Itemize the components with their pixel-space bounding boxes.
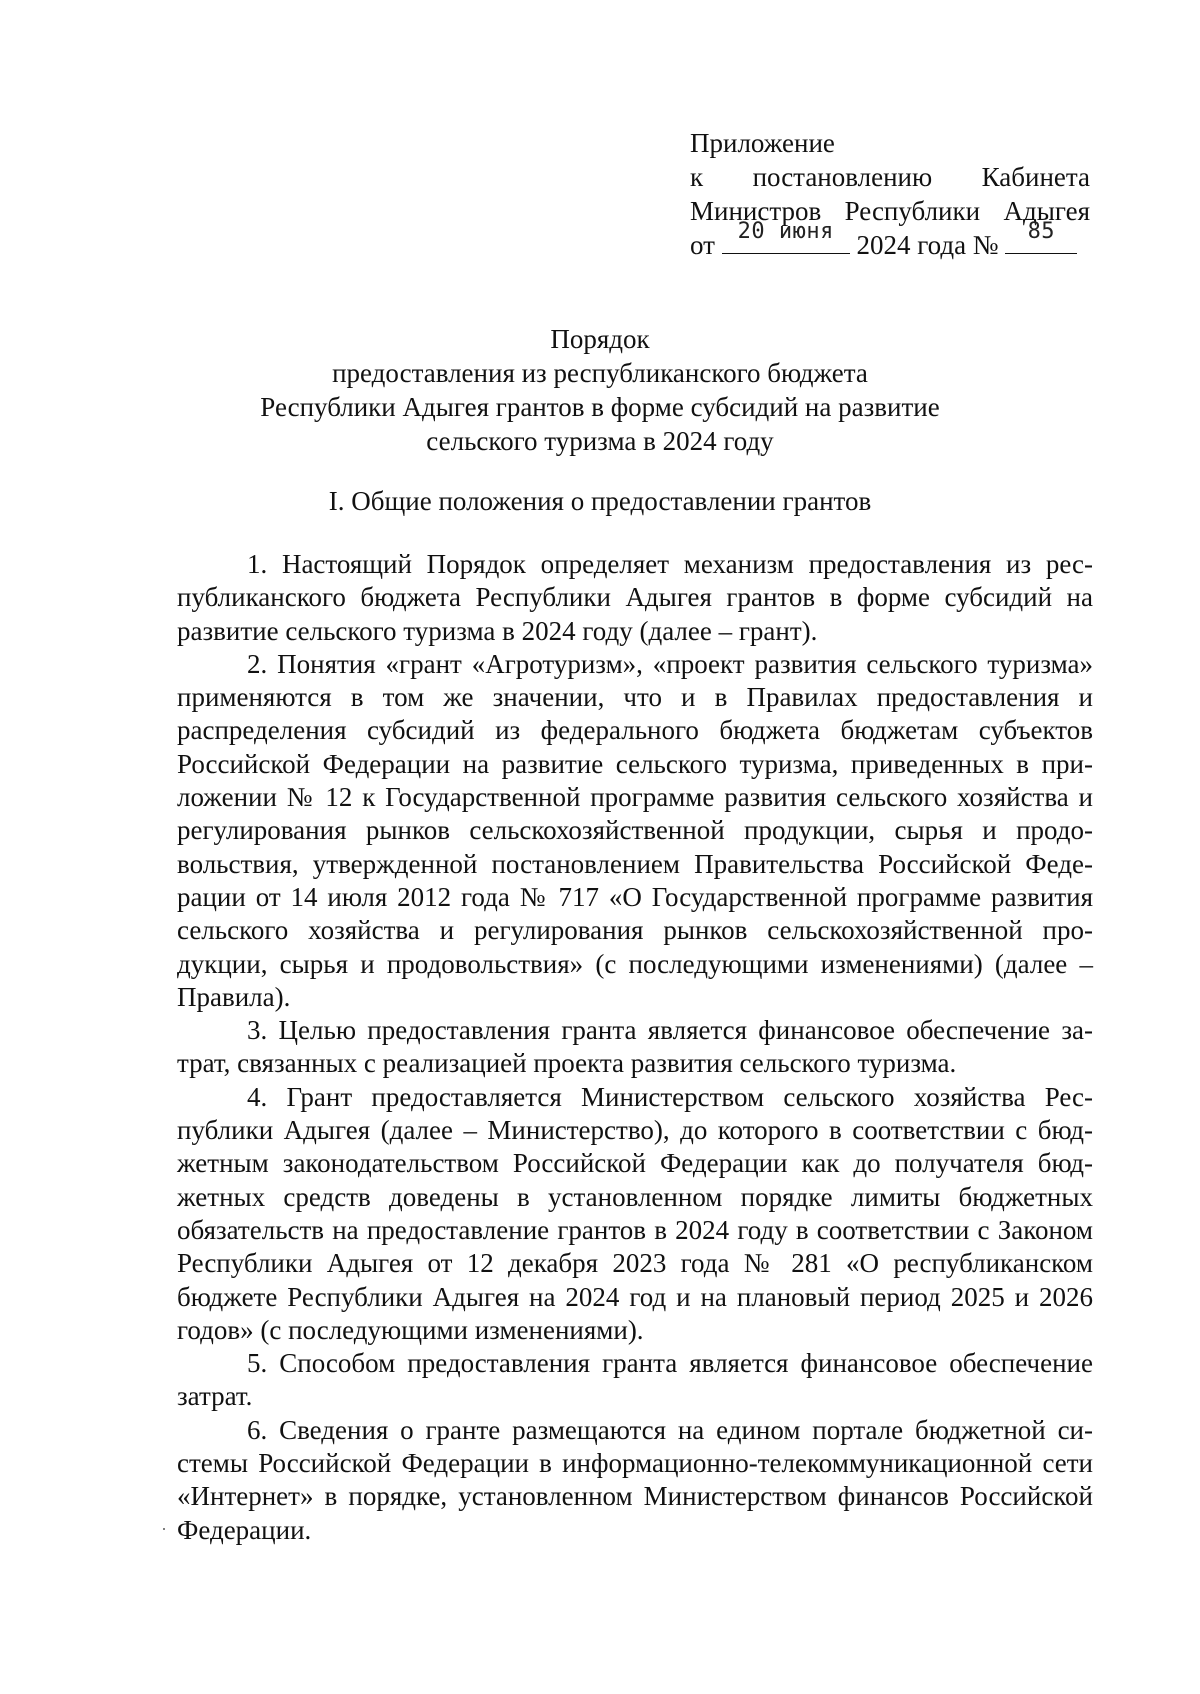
appendix-label: Приложение xyxy=(690,128,835,158)
paragraph: 2. Понятия «грант «Агротуризм», «проект развития сельского туризма» применяются в том же значении, что и в Правилах предоставления и распределения субсидий из федерального бюджета бюджетам субъектов Российской Федерации на развитие сельского туризма, приведенных в приложении № 12 к Государственной программе развития сельского хозяйства и регулирования рынков сельскохозяйственной продукции, сырья и продовольствия, утвержденной постановлением Правительства Российской Федерации от 14 июля 2012 года № 717 «О Государственной программе развития сельского хозяйства и регулирования рынков сельскохозяйственной продукции, сырья и продовольствия» (с последующими изменениями) (далее – Правила). xyxy=(177,648,1093,1012)
appendix-word: Министров xyxy=(690,196,822,226)
appendix-word: Адыгея xyxy=(1003,196,1090,226)
scan-speck xyxy=(163,1528,165,1530)
appendix-date-line xyxy=(690,219,1090,262)
document-body xyxy=(177,548,1093,1547)
date-day-blank xyxy=(722,219,850,254)
doc-number-value: 85 xyxy=(1027,219,1056,244)
paragraph: 4. Грант предоставляется Министерством сельского хозяйства Республики Адыгея (далее – Министерство), до которого в соответствии с бюджетным законодательством Российской Федерации как до получателя бюджетных средств доведены в установленном порядке лимиты бюджетных обязательств на предоставление грантов в 2024 году в соответствии с Законом Республики Адыгея от 12 декабря 2023 года № 281 «О республиканском бюджете Республики Адыгея на 2024 год и на плановый период 2025 и 2026 годов» (с последующими изменениями). xyxy=(177,1081,1093,1345)
appendix-line-2 xyxy=(690,160,1090,194)
appendix-word: к xyxy=(690,162,704,192)
date-day-value: 20 июня xyxy=(737,219,834,244)
paragraph: 6. Сведения о гранте размещаются на едином портале бюджетной системы Российской Федерации в информационно-телекоммуникационной сети «Интернет» в порядке, установленном Министерством финансов Российской Федерации. xyxy=(177,1414,1093,1545)
paragraph: 5. Способом предоставления гранта является финансовое обеспечение затрат. xyxy=(177,1348,1093,1412)
title-main: Порядок xyxy=(550,324,650,354)
title-line: предоставления из республиканского бюджета xyxy=(332,358,868,388)
title-line: сельского туризма в 2024 году xyxy=(426,426,774,456)
doc-number-blank xyxy=(1005,219,1077,254)
title-line: Республики Адыгея грантов в форме субсидий на развитие xyxy=(260,392,940,422)
appendix-header xyxy=(690,126,1090,262)
document-title xyxy=(0,322,1200,458)
date-prefix: от xyxy=(690,230,715,260)
paragraph: 3. Целью предоставления гранта является финансовое обеспечение затрат, связанных с реализацией проекта развития сельского туризма. xyxy=(177,1015,1093,1079)
date-year: 2024 года № xyxy=(856,230,999,260)
appendix-word: постановлению xyxy=(752,162,933,192)
appendix-word: Республики xyxy=(844,196,981,226)
appendix-word: Кабинета xyxy=(981,162,1090,192)
section-heading: I. Общие положения о предоставлении грантов xyxy=(328,486,872,516)
paragraph: 1. Настоящий Порядок определяет механизм предоставления из республиканского бюджета Республики Адыгея грантов в форме субсидий на развитие сельского туризма в 2024 году (далее – грант). xyxy=(177,549,1093,646)
